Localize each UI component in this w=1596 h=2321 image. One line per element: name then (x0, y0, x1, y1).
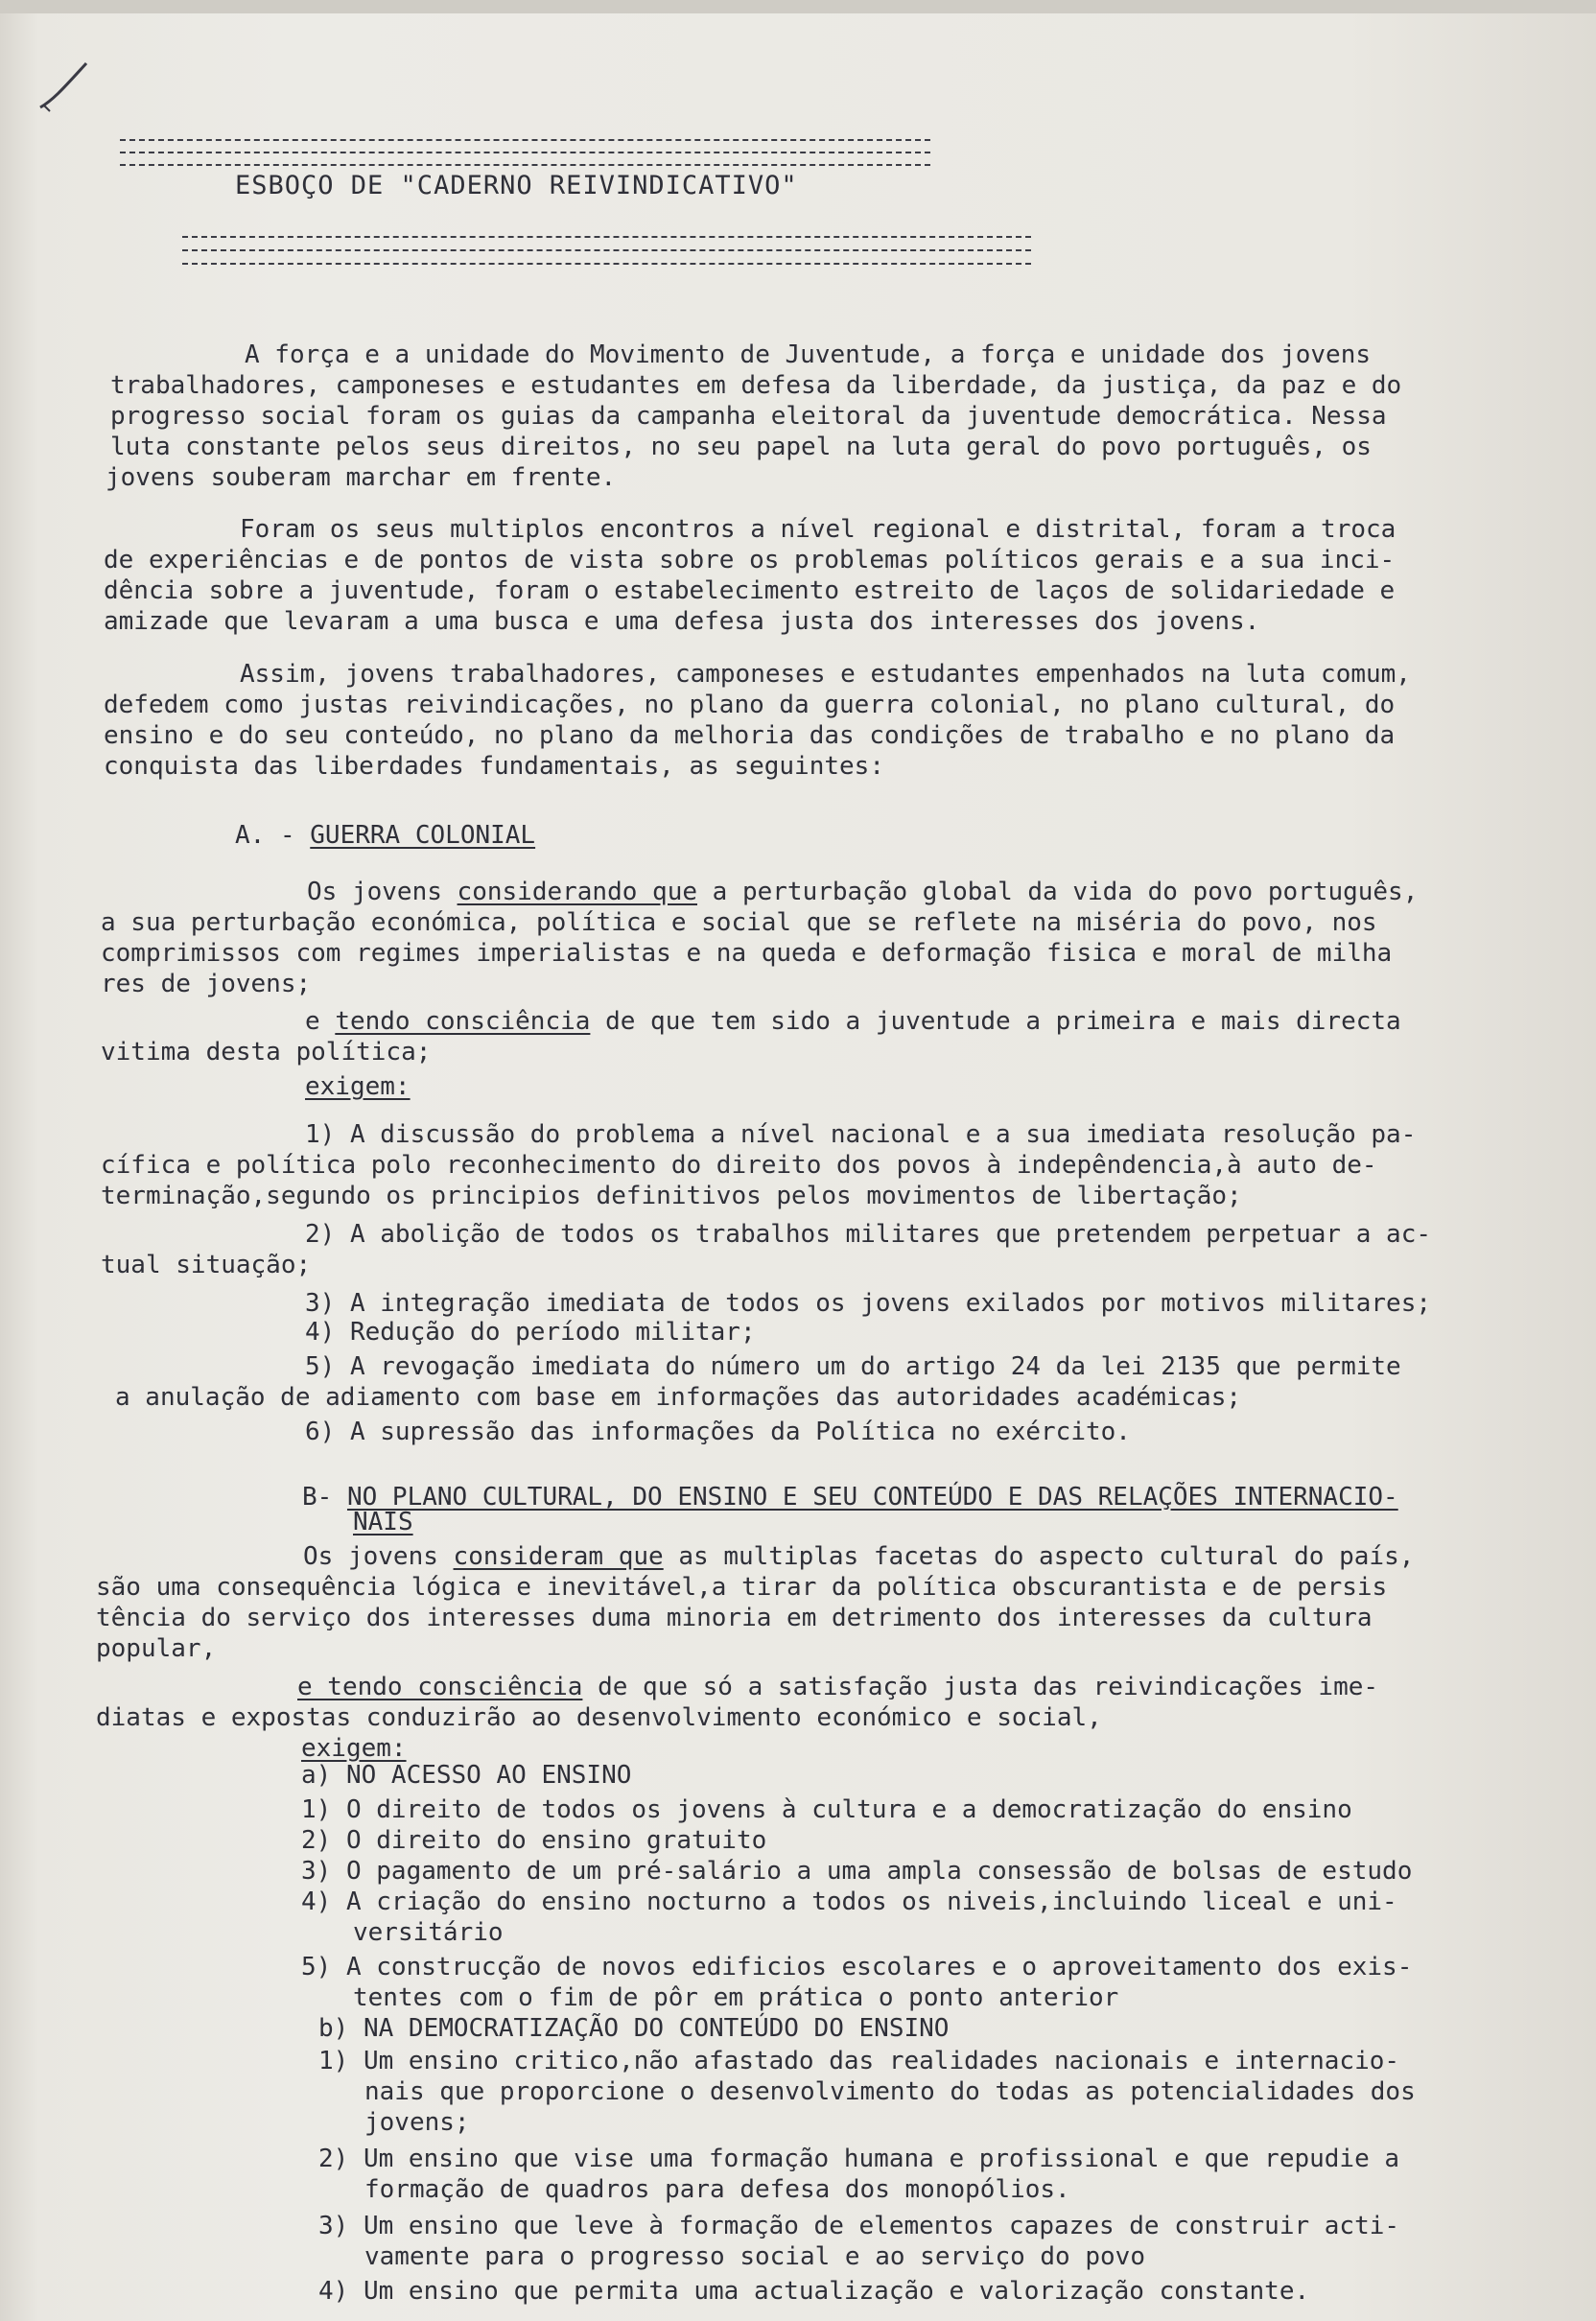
section-a-considering-line: res de jovens; (101, 970, 312, 998)
section-b-sub-b-item: 3) Um ensino que leve à formação de elementos capazes de construir acti- (318, 2212, 1400, 2240)
section-b-sub-a-item: 4) A criação do ensino nocturno a todos os niveis,incluindo liceal e uni- (301, 1887, 1397, 1916)
section-b-considering-keyword: consideram que (453, 1542, 664, 1571)
encounters-line: de experiências e de pontos de vista sobre os problemas políticos gerais e a sua inci- (104, 546, 1396, 574)
encounters-line: Foram os seus multiplos encontros a nível regional e distrital, foram a troca (240, 515, 1396, 544)
section-a-title: GUERRA COLONIAL (310, 821, 536, 850)
section-a-item: 3) A integração imediata de todos os jovens exilados por motivos militares; (305, 1289, 1431, 1318)
intro-line: trabalhadores, camponeses e estudantes em defesa da liberdade, da justiça, da paz e do (110, 371, 1402, 400)
section-b-title-cont: NAIS (353, 1508, 413, 1536)
section-b-sub-a-item: 2) O direito do ensino gratuito (301, 1826, 767, 1855)
encounters-line: dência sobre a juventude, foram o estabelecimento estreito de laços de solidariedade e (104, 576, 1396, 605)
section-a-item: 1) A discussão do problema a nível nacional e a sua imediata resolução pa- (305, 1120, 1417, 1149)
section-b-sub-a-item: 3) O pagamento de um pré-salário a uma ampla consessão de bolsas de estudo (301, 1857, 1413, 1886)
section-b-heading (302, 1483, 1398, 1512)
section-b-prefix: B- (302, 1483, 347, 1512)
section-a-considering-line: a sua perturbação económica, política e social que se reflete na miséria do povo, nos (101, 908, 1377, 937)
section-a-considering-intro: Os jovens (307, 878, 458, 906)
pen-mark-icon (36, 58, 94, 115)
encounters-line: amizade que levaram a uma busca e uma defesa justa dos interesses dos jovens. (104, 607, 1260, 636)
section-a-item: cífica e política polo reconhecimento do direito dos povos à indepêndencia,à auto de- (101, 1151, 1377, 1180)
heading-rule-top-3 (120, 164, 930, 166)
section-a-awareness-rest: de que tem sido a juventude a primeira e mais directa (590, 1007, 1401, 1036)
section-b-considering-rest: as multiplas facetas do aspecto cultural do país, (663, 1542, 1415, 1571)
section-a-considering (307, 878, 1418, 906)
section-b-sub-b-item: 2) Um ensino que vise uma formação humana e profissional e que repudie a (318, 2145, 1400, 2173)
demands-intro-line: conquista das liberdades fundamentais, as seguintes: (104, 752, 884, 781)
section-a-item: terminação,segundo os principios definitivos pelos movimentos de libertação; (101, 1182, 1242, 1210)
section-b-demand-label: exigem: (301, 1734, 407, 1763)
document-title: ESBOÇO DE "CADERNO REIVINDICATIVO" (235, 171, 798, 200)
scan-edge (0, 0, 1596, 13)
section-b-sub-a-item: 5) A construcção de novos edificios escolares e o aproveitamento dos exis- (301, 1953, 1413, 1981)
section-a-considering-keyword: considerando que (457, 878, 697, 906)
section-a-heading (235, 821, 535, 850)
section-b-sub-b-item: 1) Um ensino critico,não afastado das realidades nacionais e internacio- (318, 2047, 1400, 2075)
demands-intro-line: defedem como justas reivindicações, no plano da guerra colonial, no plano cultural, do (104, 691, 1396, 719)
section-b-awareness-keyword: e tendo consciência (297, 1673, 583, 1701)
section-b-considering-intro: Os jovens (303, 1542, 454, 1571)
section-a-demand-label: exigem: (305, 1072, 411, 1101)
section-a-considering-rest: a perturbação global da vida do povo português, (697, 878, 1419, 906)
heading-rule-bottom-2 (182, 249, 1031, 251)
section-a-considering-line: comprimissos com regimes imperialistas e na queda e deformação fisica e moral de milha (101, 939, 1393, 968)
section-a-item: a anulação de adiamento com base em informações das autoridades académicas; (115, 1383, 1241, 1412)
demands-intro-line: ensino e do seu conteúdo, no plano da melhoria das condições de trabalho e no plano da (104, 721, 1396, 750)
section-b-sub-a-heading: a) NO ACESSO AO ENSINO (301, 1761, 632, 1790)
section-a-prefix: A. - (235, 821, 311, 850)
section-b-sub-b-item: vamente para o progresso social e ao serviço do povo (364, 2242, 1145, 2271)
section-a-item: tual situação; (101, 1251, 312, 1279)
heading-rule-bottom-3 (182, 263, 1031, 265)
heading-rule-top-1 (120, 139, 930, 141)
section-b-considering-line: são uma consequência lógica e inevitável,a tirar da política obscurantista e de persis (96, 1573, 1388, 1602)
section-b-considering-line: tência do serviço dos interesses duma minoria em detrimento dos interesses da cultura (96, 1604, 1373, 1632)
intro-line: progresso social foram os guias da campanha eleitoral da juventude democrática. Nessa (110, 402, 1387, 431)
section-a-awareness (305, 1007, 1401, 1036)
section-a-item: 5) A revogação imediata do número um do artigo 24 da lei 2135 que permite (305, 1352, 1401, 1381)
section-a-item: 2) A abolição de todos os trabalhos militares que pretendem perpetuar a ac- (305, 1220, 1431, 1249)
demands-intro-line: Assim, jovens trabalhadores, camponeses e estudantes empenhados na luta comum, (240, 660, 1411, 689)
section-b-sub-b-item: nais que proporcione o desenvolvimento do todas as potencialidades dos (364, 2077, 1416, 2106)
section-b-sub-b-heading: b) NA DEMOCRATIZAÇÃO DO CONTEÚDO DO ENSINO (318, 2014, 950, 2043)
section-a-awareness-line: vitima desta política; (101, 1038, 432, 1067)
heading-rule-bottom-1 (182, 236, 1031, 238)
section-a-item: 6) A supressão das informações da Política no exército. (305, 1418, 1131, 1446)
section-b-awareness (297, 1673, 1378, 1701)
section-b-considering (303, 1542, 1414, 1571)
section-b-sub-a-item: 1) O direito de todos os jovens à cultura e a democratização do ensino (301, 1795, 1352, 1824)
intro-line: luta constante pelos seus direitos, no seu papel na luta geral do povo português, os (110, 433, 1372, 461)
section-b-sub-a-item: tentes com o fim de pôr em prática o ponto anterior (353, 1983, 1119, 2012)
section-b-sub-b-item: 4) Um ensino que permita uma actualização e valorização constante. (318, 2277, 1310, 2306)
section-a-item: 4) Redução do período militar; (305, 1318, 756, 1347)
section-b-sub-b-item: jovens; (364, 2108, 470, 2137)
section-b-awareness-line: diatas e expostas conduzirão ao desenvolvimento económico e social, (96, 1703, 1102, 1732)
section-b-awareness-rest: de que só a satisfação justa das reivindicações ime- (582, 1673, 1379, 1701)
intro-line: A força e a unidade do Movimento de Juventude, a força e unidade dos jovens (245, 340, 1371, 369)
section-b-considering-line: popular, (96, 1634, 217, 1663)
section-b-sub-a-item: versitário (353, 1918, 504, 1947)
section-b-title: NO PLANO CULTURAL, DO ENSINO E SEU CONTEÚDO E DAS RELAÇÕES INTERNACIO- (346, 1483, 1398, 1512)
section-a-awareness-keyword: tendo consciência (335, 1007, 591, 1036)
heading-rule-top-2 (120, 152, 930, 153)
intro-line: jovens souberam marchar em frente. (106, 463, 617, 492)
section-a-awareness-pre: e (305, 1007, 336, 1036)
section-b-sub-b-item: formação de quadros para defesa dos monopólios. (364, 2175, 1070, 2204)
